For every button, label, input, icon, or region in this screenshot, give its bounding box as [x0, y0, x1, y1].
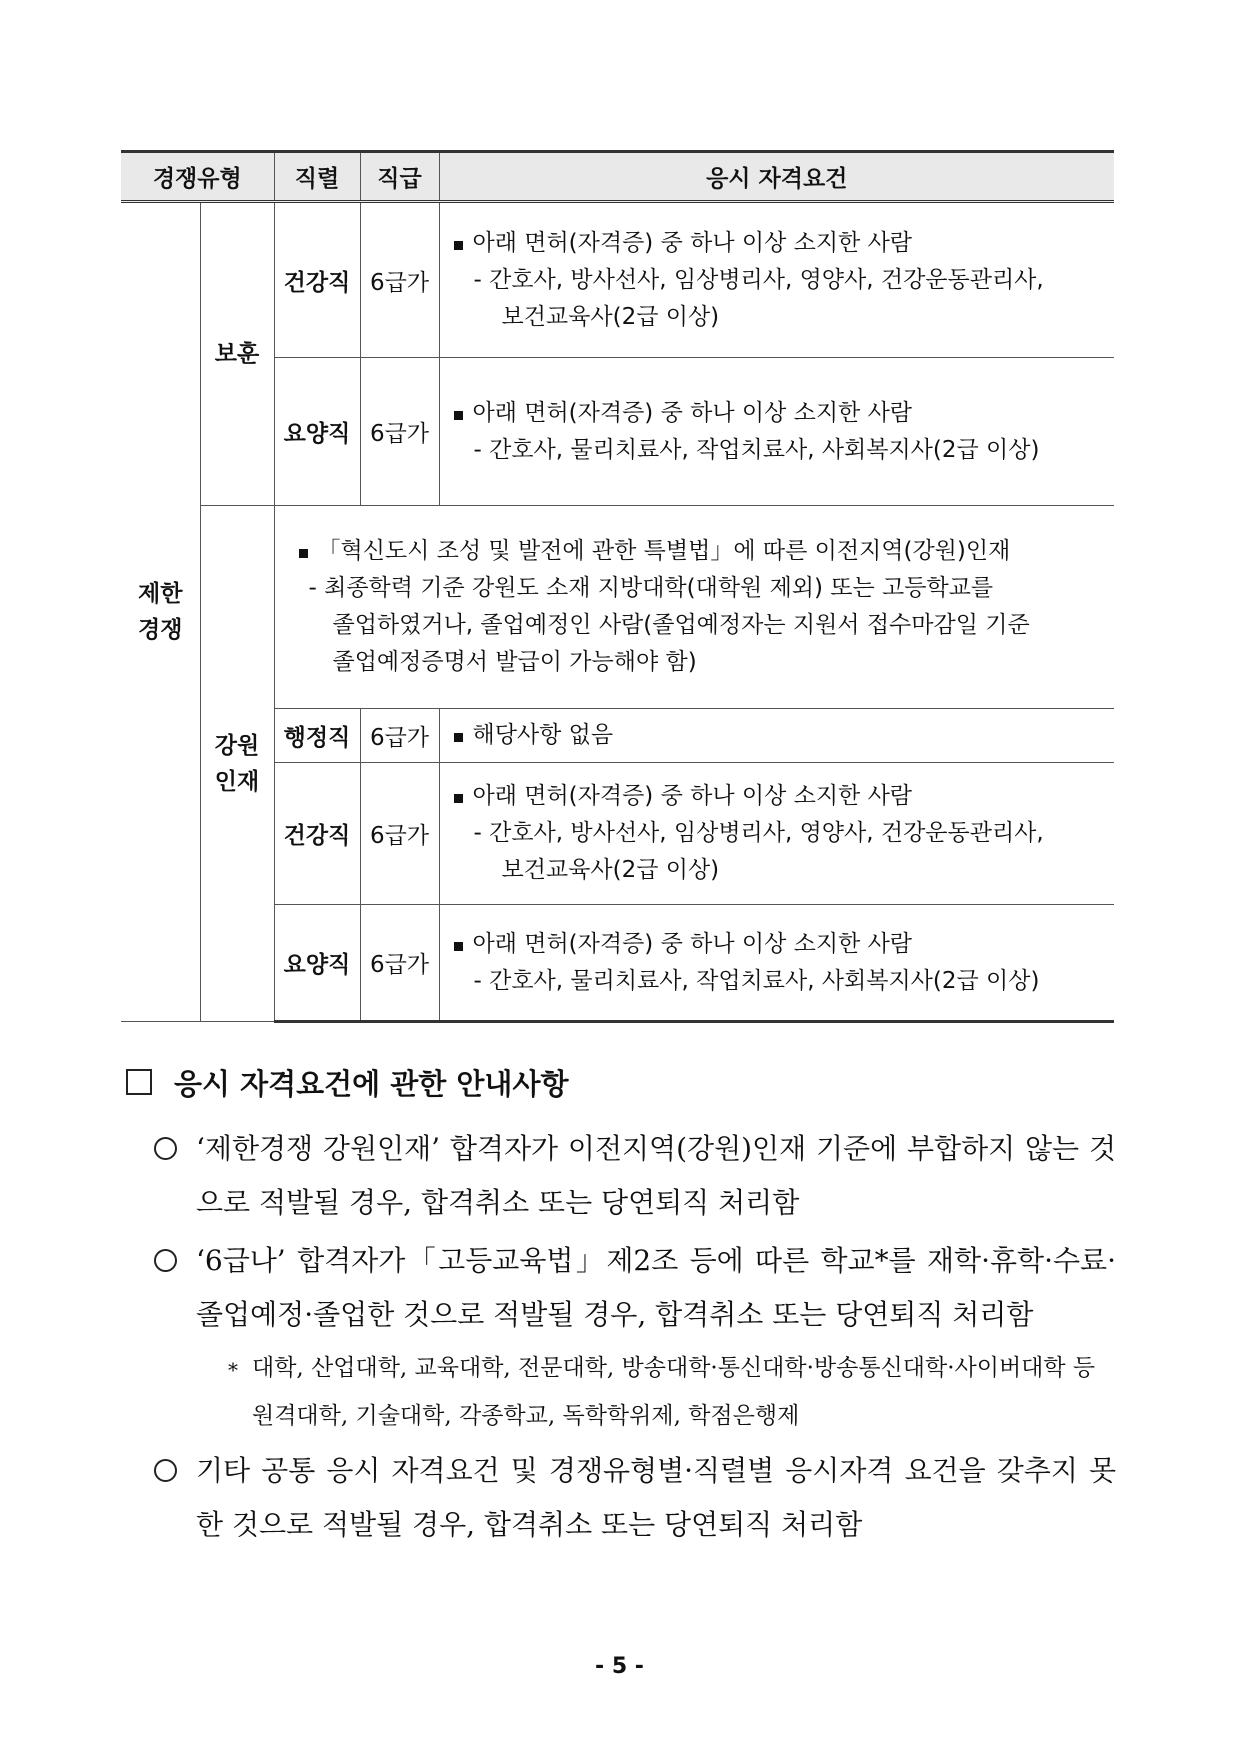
grade-cell: 6급가 [360, 358, 439, 506]
note-text: ‘6급나’ 합격자가「고등교육법」제2조 등에 따른 학교*를 재학·휴학·수료·졸업예정·졸업한 것으로 적발될 경우, 합격취소 또는 당연퇴직 처리함 [196, 1244, 1116, 1331]
requirement-line: - 간호사, 물리치료사, 작업치료사, 사회복지사(2급 이상) [473, 967, 1040, 994]
requirement-line: 해당사항 없음 [472, 722, 614, 748]
circle-bullet-icon [154, 1459, 177, 1482]
subgroup-bohun: 보훈 [200, 202, 274, 506]
requirement-cell [439, 358, 1114, 506]
requirement-line: 「혁신도시 조성 및 발전에 관한 특별법」에 따른 이전지역(강원)인재 [317, 538, 1011, 564]
square-bullet-icon [299, 549, 308, 558]
note-text: ‘제한경쟁 강원인재’ 합격자가 이전지역(강원)인재 기준에 부합하지 않는 것으로 적발될 경우, 합격취소 또는 당연퇴직 처리함 [196, 1132, 1116, 1219]
grade-cell: 6급가 [360, 763, 439, 905]
footnote-text: 대학, 산업대학, 교육대학, 전문대학, 방송대학·통신대학·방송통신대학·사이버대학 등 원격대학, 기술대학, 각종학교, 독학학위제, 학점은행제 [252, 1355, 1096, 1429]
series-cell: 요양직 [274, 905, 360, 1022]
series-cell: 건강직 [274, 763, 360, 905]
square-bullet-icon [454, 411, 463, 420]
series-cell: 요양직 [274, 358, 360, 506]
footnote-asterisk: * [228, 1358, 238, 1382]
notes-section [126, 1060, 1116, 1552]
notes-heading-text: 응시 자격요건에 관한 안내사항 [174, 1066, 569, 1101]
requirement-line: 아래 면허(자격증) 중 하나 이상 소지한 사람 [472, 399, 913, 426]
table-row [121, 506, 1114, 709]
requirement-line: 졸업예정증명서 발급이 가능해야 함) [332, 649, 697, 675]
circle-bullet-icon [154, 1249, 177, 1272]
page-number: - 5 - [595, 1654, 644, 1679]
square-box-icon [126, 1069, 152, 1095]
requirement-cell [439, 202, 1114, 358]
group-restricted-competition: 제한 경쟁 [121, 202, 200, 1022]
requirement-cell [439, 905, 1114, 1022]
series-cell: 건강직 [274, 202, 360, 358]
header-grade: 직급 [360, 152, 439, 202]
grade-cell: 6급가 [360, 202, 439, 358]
table-header-row [121, 152, 1114, 202]
eligibility-table [121, 150, 1114, 1023]
grade-cell: 6급가 [360, 905, 439, 1022]
requirement-line: 졸업하였거나, 졸업예정인 사람(졸업예정자는 지원서 접수마감일 기준 [332, 612, 1030, 638]
requirement-cell [439, 709, 1114, 763]
requirement-line: 아래 면허(자격증) 중 하나 이상 소지한 사람 [472, 783, 913, 809]
requirement-cell-common [274, 506, 1114, 709]
series-cell: 행정직 [274, 709, 360, 763]
requirement-line: - 간호사, 방사선사, 임상병리사, 영양사, 건강운동관리사, [473, 266, 1044, 293]
header-series: 직렬 [274, 152, 360, 202]
note-item [126, 1444, 1116, 1552]
note-text: 기타 공통 응시 자격요건 및 경쟁유형별·직렬별 응시자격 요건을 갖추지 못한 것으로 적발될 경우, 합격취소 또는 당연퇴직 처리함 [196, 1454, 1116, 1541]
circle-bullet-icon [154, 1137, 177, 1160]
notes-heading [126, 1060, 1116, 1104]
square-bullet-icon [454, 942, 463, 951]
grade-cell: 6급가 [360, 709, 439, 763]
requirement-line: - 간호사, 방사선사, 임상병리사, 영양사, 건강운동관리사, [473, 820, 1044, 846]
subgroup-gangwon: 강원 인재 [200, 506, 274, 1022]
square-bullet-icon [454, 794, 463, 803]
header-competition-type: 경쟁유형 [121, 152, 274, 202]
header-requirements: 응시 자격요건 [439, 152, 1114, 202]
footnote [126, 1344, 1116, 1440]
table-row [121, 202, 1114, 358]
square-bullet-icon [454, 733, 463, 742]
note-item [126, 1234, 1116, 1342]
note-item [126, 1122, 1116, 1230]
square-bullet-icon [454, 241, 463, 250]
requirement-line: 보건교육사(2급 이상) [501, 857, 720, 883]
requirement-line: - 간호사, 물리치료사, 작업치료사, 사회복지사(2급 이상) [473, 436, 1040, 463]
requirement-line: - 최종학력 기준 강원도 소재 지방대학(대학원 제외) 또는 고등학교를 [308, 575, 994, 601]
requirement-cell [439, 763, 1114, 905]
requirement-line: 아래 면허(자격증) 중 하나 이상 소지한 사람 [472, 930, 913, 957]
requirement-line: 아래 면허(자격증) 중 하나 이상 소지한 사람 [472, 229, 913, 256]
requirement-line: 보건교육사(2급 이상) [501, 303, 720, 330]
